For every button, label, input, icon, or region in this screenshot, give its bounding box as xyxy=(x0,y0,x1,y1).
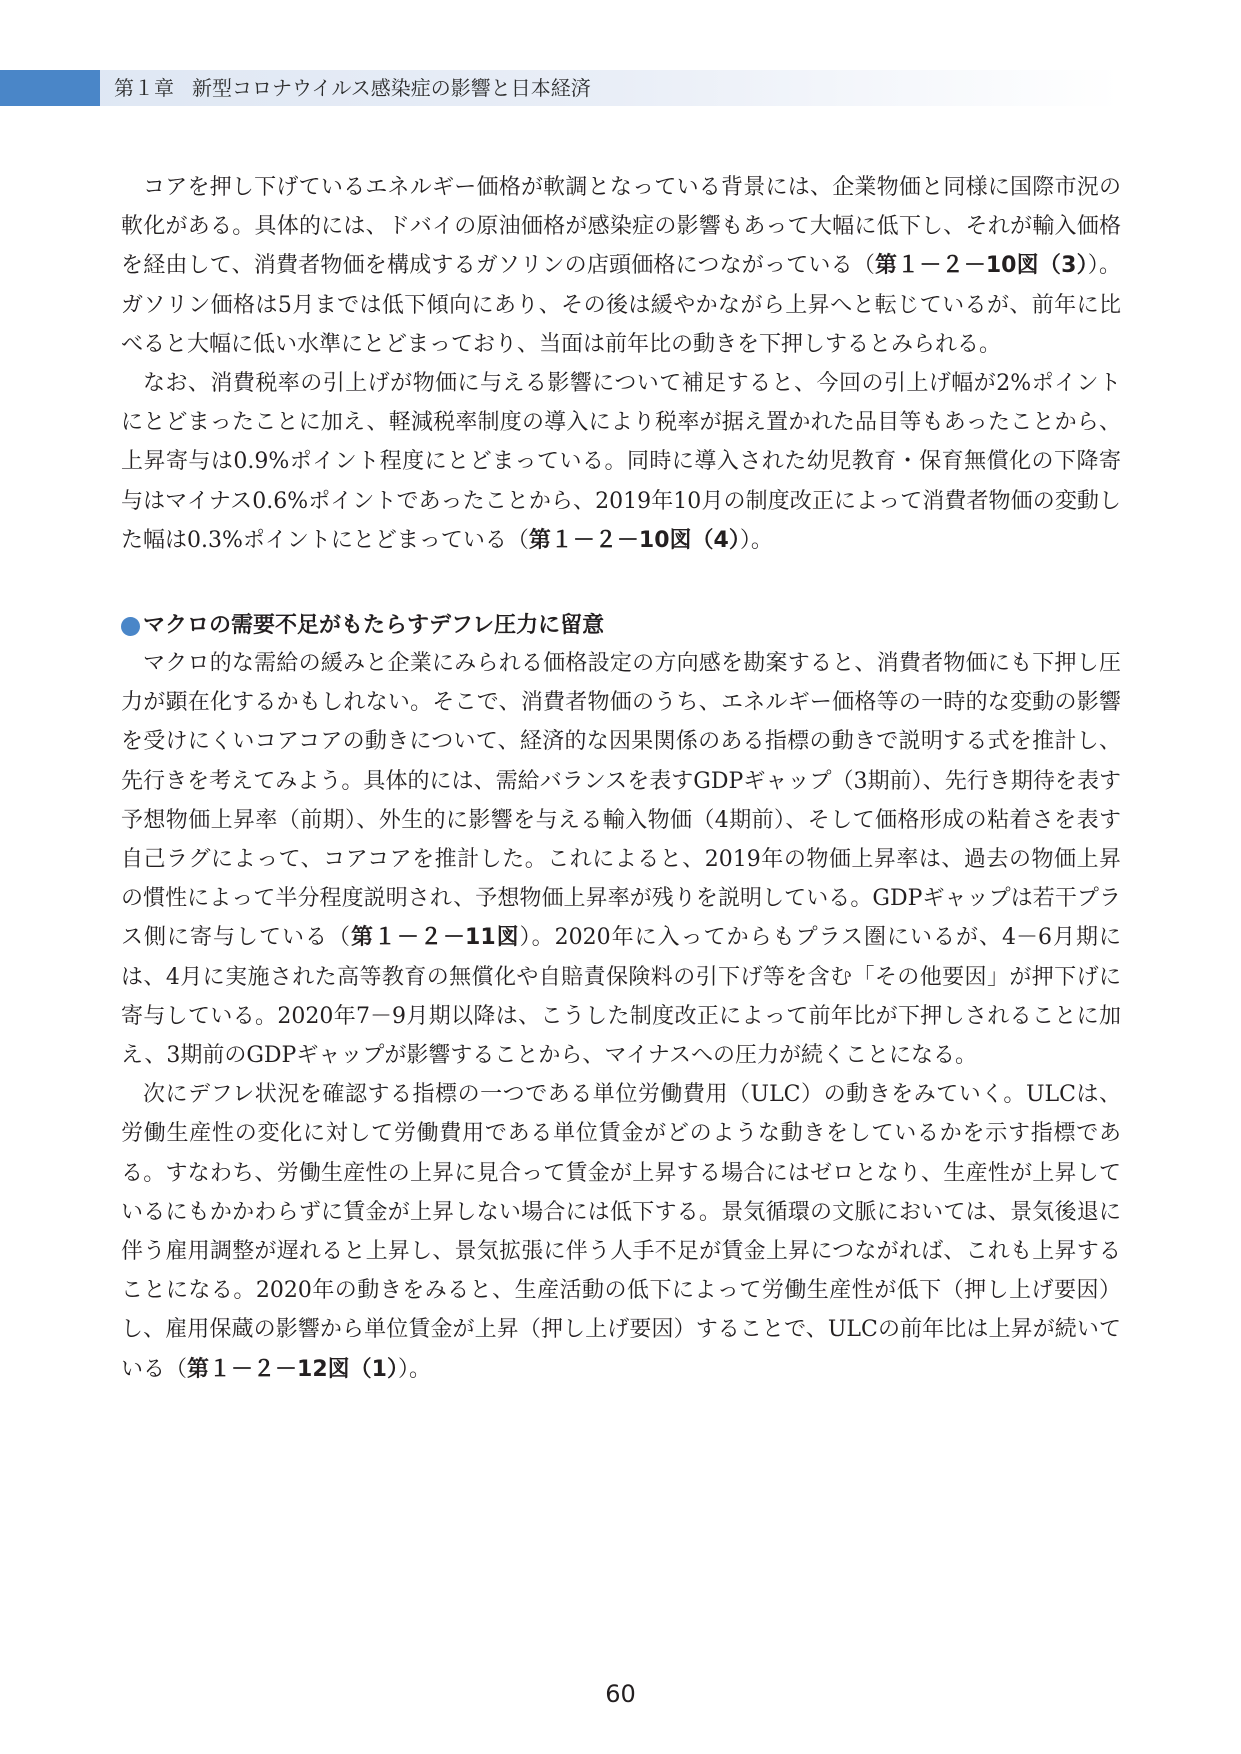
paragraph xyxy=(121,644,1121,1075)
figure-reference: 第１－２－10図（3） xyxy=(875,253,1088,279)
figure-reference: 第１－２－12図（1） xyxy=(187,1356,398,1382)
paragraph-text: 次にデフレ状況を確認する指標の一つである単位労働費用（ULC）の動きをみていく。ULCは、労働生産性の変化に対して労働費用である単位賃金がどのような動きをしているかを示す指標である。すなわち、労働生産性の上昇に見合って賃金が上昇する場合にはゼロとなり、生産性が上昇しているにもかかわらずに賃金が上昇しない場合には低下する。景気循環の文脈においては、景気後退に伴う雇用調整が遅れると上昇し、景気拡張に伴う人手不足が賃金上昇につながれば、これも上昇することになる。2020年の動きをみると、生産活動の低下によって労働生産性が低下（押し上げ要因）し、雇用保蔵の影響から単位賃金が上昇（押し上げ要因）することで、ULCの前年比は上昇が続いている（ xyxy=(121,1082,1121,1382)
section-heading xyxy=(121,608,1121,644)
page-number: 60 xyxy=(605,1680,636,1708)
paragraph-text: なお、消費税率の引上げが物価に与える影響について補足すると、今回の引上げ幅が2%ポイントにとどまったことに加え、軽減税率制度の導入により税率が据え置かれた品目等もあったことから、上昇寄与は0.9%ポイント程度にとどまっている。同時に導入された幼児教育・保育無償化の下降寄与はマイナス0.6%ポイントであったことから、2019年10月の制度改正によって消費者物価の変動した幅は0.3%ポイントにとどまっている（ xyxy=(121,371,1121,553)
paragraph-text: ）。 xyxy=(739,527,773,553)
main-text xyxy=(121,168,1121,1389)
bullet-dot-icon xyxy=(121,617,140,636)
paragraph-text: ）。 xyxy=(397,1356,431,1382)
paragraph xyxy=(121,1075,1121,1389)
paragraph-text: ）。2020年に入ってからもプラス圏にいるが、4－6月期には、4月に実施された高等教育の無償化や自賠責保険料の引下げ等を含む「その他要因」が押下げに寄与している。2020年7－9月期以降は、こうした制度改正によって前年比が下押しされることに加え、3期前のGDPギャップが影響することから、マイナスへの圧力が続くことになる。 xyxy=(121,925,1121,1069)
paragraph-text: ）。ガソリン価格は5月までは低下傾向にあり、その後は緩やかながら上昇へと転じているが、前年に比べると大幅に低い水準にとどまっており、当面は前年比の動きを下押しするとみられる。 xyxy=(121,253,1121,357)
chapter-title: 新型コロナウイルス感染症の影響と日本経済 xyxy=(192,76,591,100)
figure-reference: 第１－２－11図 xyxy=(351,925,520,951)
figure-reference: 第１－２－10図（4） xyxy=(528,527,740,553)
paragraph xyxy=(121,364,1121,560)
paragraph xyxy=(121,168,1121,364)
running-header-accent-bar xyxy=(0,70,100,106)
section-heading-text: マクロの需要不足がもたらすデフレ圧力に留意 xyxy=(143,613,605,639)
chapter-number: 第１章 xyxy=(114,76,174,100)
paragraph-text: コアを押し下げているエネルギー価格が軟調となっている背景には、企業物価と同様に国際市況の軟化がある。具体的には、ドバイの原油価格が感染症の影響もあって大幅に低下し、それが輸入価格を経由して、消費者物価を構成するガソリンの店頭価格につながっている（ xyxy=(121,175,1121,279)
running-header xyxy=(114,74,591,102)
paragraph-text: マクロ的な需給の緩みと企業にみられる価格設定の方向感を勘案すると、消費者物価にも下押し圧力が顕在化するかもしれない。そこで、消費者物価のうち、エネルギー価格等の一時的な変動の影響を受けにくいコアコアの動きについて、経済的な因果関係のある指標の動きで説明する式を推計し、先行きを考えてみよう。具体的には、需給バランスを表すGDPギャップ（3期前）、先行き期待を表す予想物価上昇率（前期）、外生的に影響を与える輸入物価（4期前）、そして価格形成の粘着さを表す自己ラグによって、コアコアを推計した。これによると、2019年の物価上昇率は、過去の物価上昇の慣性によって半分程度説明され、予想物価上昇率が残りを説明している。GDPギャップは若干プラス側に寄与している（ xyxy=(121,651,1121,951)
